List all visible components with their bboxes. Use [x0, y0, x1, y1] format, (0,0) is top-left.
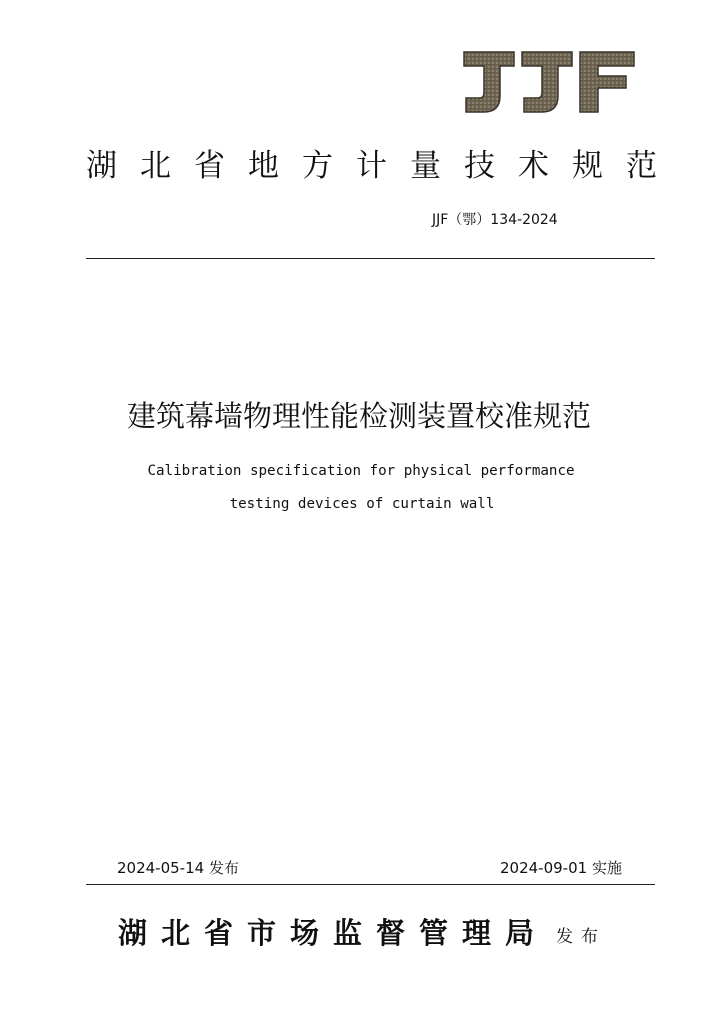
bottom-divider	[86, 884, 655, 885]
document-title-english-line2: testing devices of curtain wall	[229, 496, 495, 512]
issue-date: 2024-05-14 发布	[117, 859, 239, 877]
jjf-logo	[460, 46, 636, 116]
implementation-date: 2024-09-01 实施	[500, 859, 622, 877]
top-divider	[86, 258, 655, 259]
series-title: 湖北省地方计量技术规范	[86, 148, 680, 184]
document-title-chinese: 建筑幕墙物理性能检测装置校准规范	[126, 399, 591, 433]
document-title-english-line1: Calibration specification for physical performance	[147, 463, 575, 479]
issuing-authority: 湖北省市场监督管理局	[118, 916, 549, 950]
issuing-verb: 发布	[556, 927, 606, 947]
standard-number: JJF（鄂）134-2024	[432, 212, 558, 228]
